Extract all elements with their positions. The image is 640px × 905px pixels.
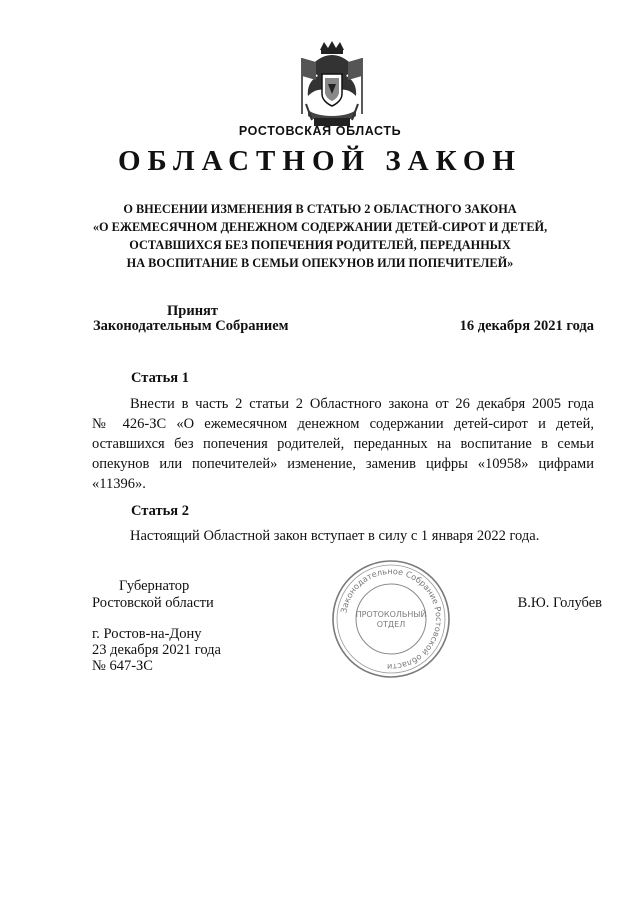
adopted-by: Законодательным Собранием	[93, 318, 289, 334]
subtitle-line: ОСТАВШИХСЯ БЕЗ ПОПЕЧЕНИЯ РОДИТЕЛЕЙ, ПЕРЕДАННЫХ	[129, 238, 511, 252]
article-1-heading: Статья 1	[131, 370, 189, 386]
stamp-ring-text: Законодательное Собрание Ростовской области	[338, 565, 445, 673]
stamp-center-text: ОТДЕЛ	[376, 620, 406, 629]
subtitle-line: «О ЕЖЕМЕСЯЧНОМ ДЕНЕЖНОМ СОДЕРЖАНИИ ДЕТЕЙ-СИРОТ И ДЕТЕЙ,	[92, 220, 548, 234]
adopted-label: Принят	[167, 303, 219, 319]
subtitle-line: НА ВОСПИТАНИЕ В СЕМЬИ ОПЕКУНОВ ИЛИ ПОПЕЧИТЕЛЕЙ»	[126, 256, 514, 270]
signatory-name: В.Ю. Голубев	[517, 595, 602, 611]
article-2-heading: Статья 2	[131, 503, 189, 519]
article-1-line: оставшихся без попечения родителей, переданных на воспитание в семьи	[92, 436, 594, 452]
law-subtitle	[0, 200, 640, 272]
signatory-position	[92, 578, 222, 612]
signing-date: 23 декабря 2021 года	[92, 642, 221, 658]
region-name: РОСТОВСКАЯ ОБЛАСТЬ	[238, 124, 402, 138]
article-1-line: Внести в часть 2 статьи 2 Областного закона от 26 декабря 2005 года	[130, 396, 594, 412]
article-1-line: «11396».	[92, 476, 146, 492]
subtitle-line: О ВНЕСЕНИИ ИЗМЕНЕНИЯ В СТАТЬЮ 2 ОБЛАСТНОГО ЗАКОНА	[123, 202, 517, 216]
place-and-date	[92, 626, 221, 674]
city: г. Ростов-на-Дону	[92, 626, 202, 642]
law-number: № 647-ЗС	[92, 658, 153, 674]
position-line: Губернатор	[119, 578, 190, 594]
stamp-center-text: ПРОТОКОЛЬНЫЙ	[355, 610, 427, 619]
coat-of-arms-icon	[298, 40, 366, 132]
article-1-line: опекунов или попечителей» изменение, заменив цифры «10958» цифрами	[92, 456, 594, 472]
adoption-date: 16 декабря 2021 года	[459, 318, 594, 334]
svg-text:Законодательное Собрание Росто	[338, 566, 444, 672]
position-line: Ростовской области	[92, 595, 214, 611]
article-1-line: № 426-ЗС «О ежемесячном денежном содержании детей-сирот и детей,	[92, 416, 594, 432]
article-1-body	[92, 394, 594, 494]
stamp-icon	[330, 558, 452, 680]
law-title: ОБЛАСТНОЙ ЗАКОН	[118, 145, 522, 177]
article-2-body: Настоящий Областной закон вступает в силу с 1 января 2022 года.	[130, 528, 540, 544]
